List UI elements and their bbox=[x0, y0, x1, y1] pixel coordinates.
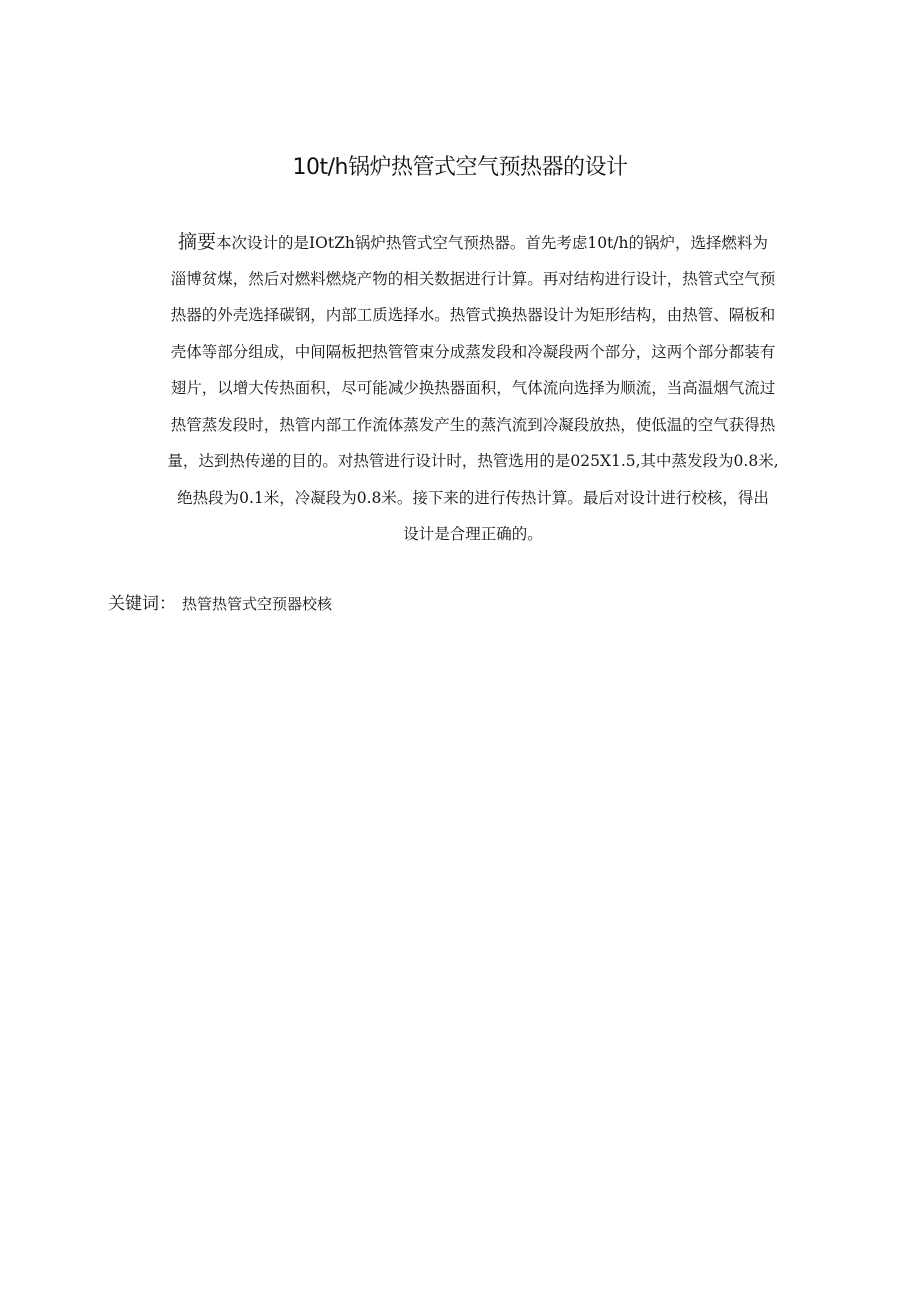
abstract-label: 摘要 bbox=[178, 231, 217, 253]
abstract-line: 翅片，以增大传热面积，尽可能减少换热器面积，气体流向选择为顺流，当高温烟气流过 bbox=[170, 379, 776, 397]
abstract-line: 量，达到热传递的目的。对热管进行设计时，热管选用的是025X1.5,其中蒸发段为0.8米, bbox=[167, 452, 779, 470]
document-title: 10t/h锅炉热管式空气预热器的设计 bbox=[292, 155, 628, 180]
abstract-line: 淄博贫煤，然后对燃料燃烧产物的相关数据进行计算。再对结构进行设计，热管式空气预 bbox=[170, 269, 776, 288]
abstract-line: 设计是合理正确的。 bbox=[403, 525, 543, 543]
keywords-label: 关键词： bbox=[108, 594, 176, 614]
abstract-line bbox=[138, 224, 808, 261]
abstract-line: 壳体等部分组成，中间隔板把热管管束分成蒸发段和冷凝段两个部分，这两个部分都装有 bbox=[170, 342, 776, 361]
abstract-line: 热管蒸发段时，热管内部工作流体蒸发产生的蒸汽流到冷凝段放热，使低温的空气获得热 bbox=[170, 415, 776, 434]
abstract-line: 绝热段为0.1米，冷凝段为0.8米。接下来的进行传热计算。最后对设计进行校核，得出 bbox=[177, 488, 769, 507]
abstract-text: 本次设计的是IOtZh锅炉热管式空气预热器。首先考虑10t/h的锅炉，选择燃料为 bbox=[216, 234, 768, 252]
keywords-value: 热管热管式空预器校核 bbox=[182, 595, 333, 613]
abstract-line: 热器的外壳选择碳钢，内部工质选择水。热管式换热器设计为矩形结构，由热管、隔板和 bbox=[170, 306, 776, 324]
keywords-section bbox=[108, 590, 332, 618]
abstract-section bbox=[138, 224, 808, 553]
